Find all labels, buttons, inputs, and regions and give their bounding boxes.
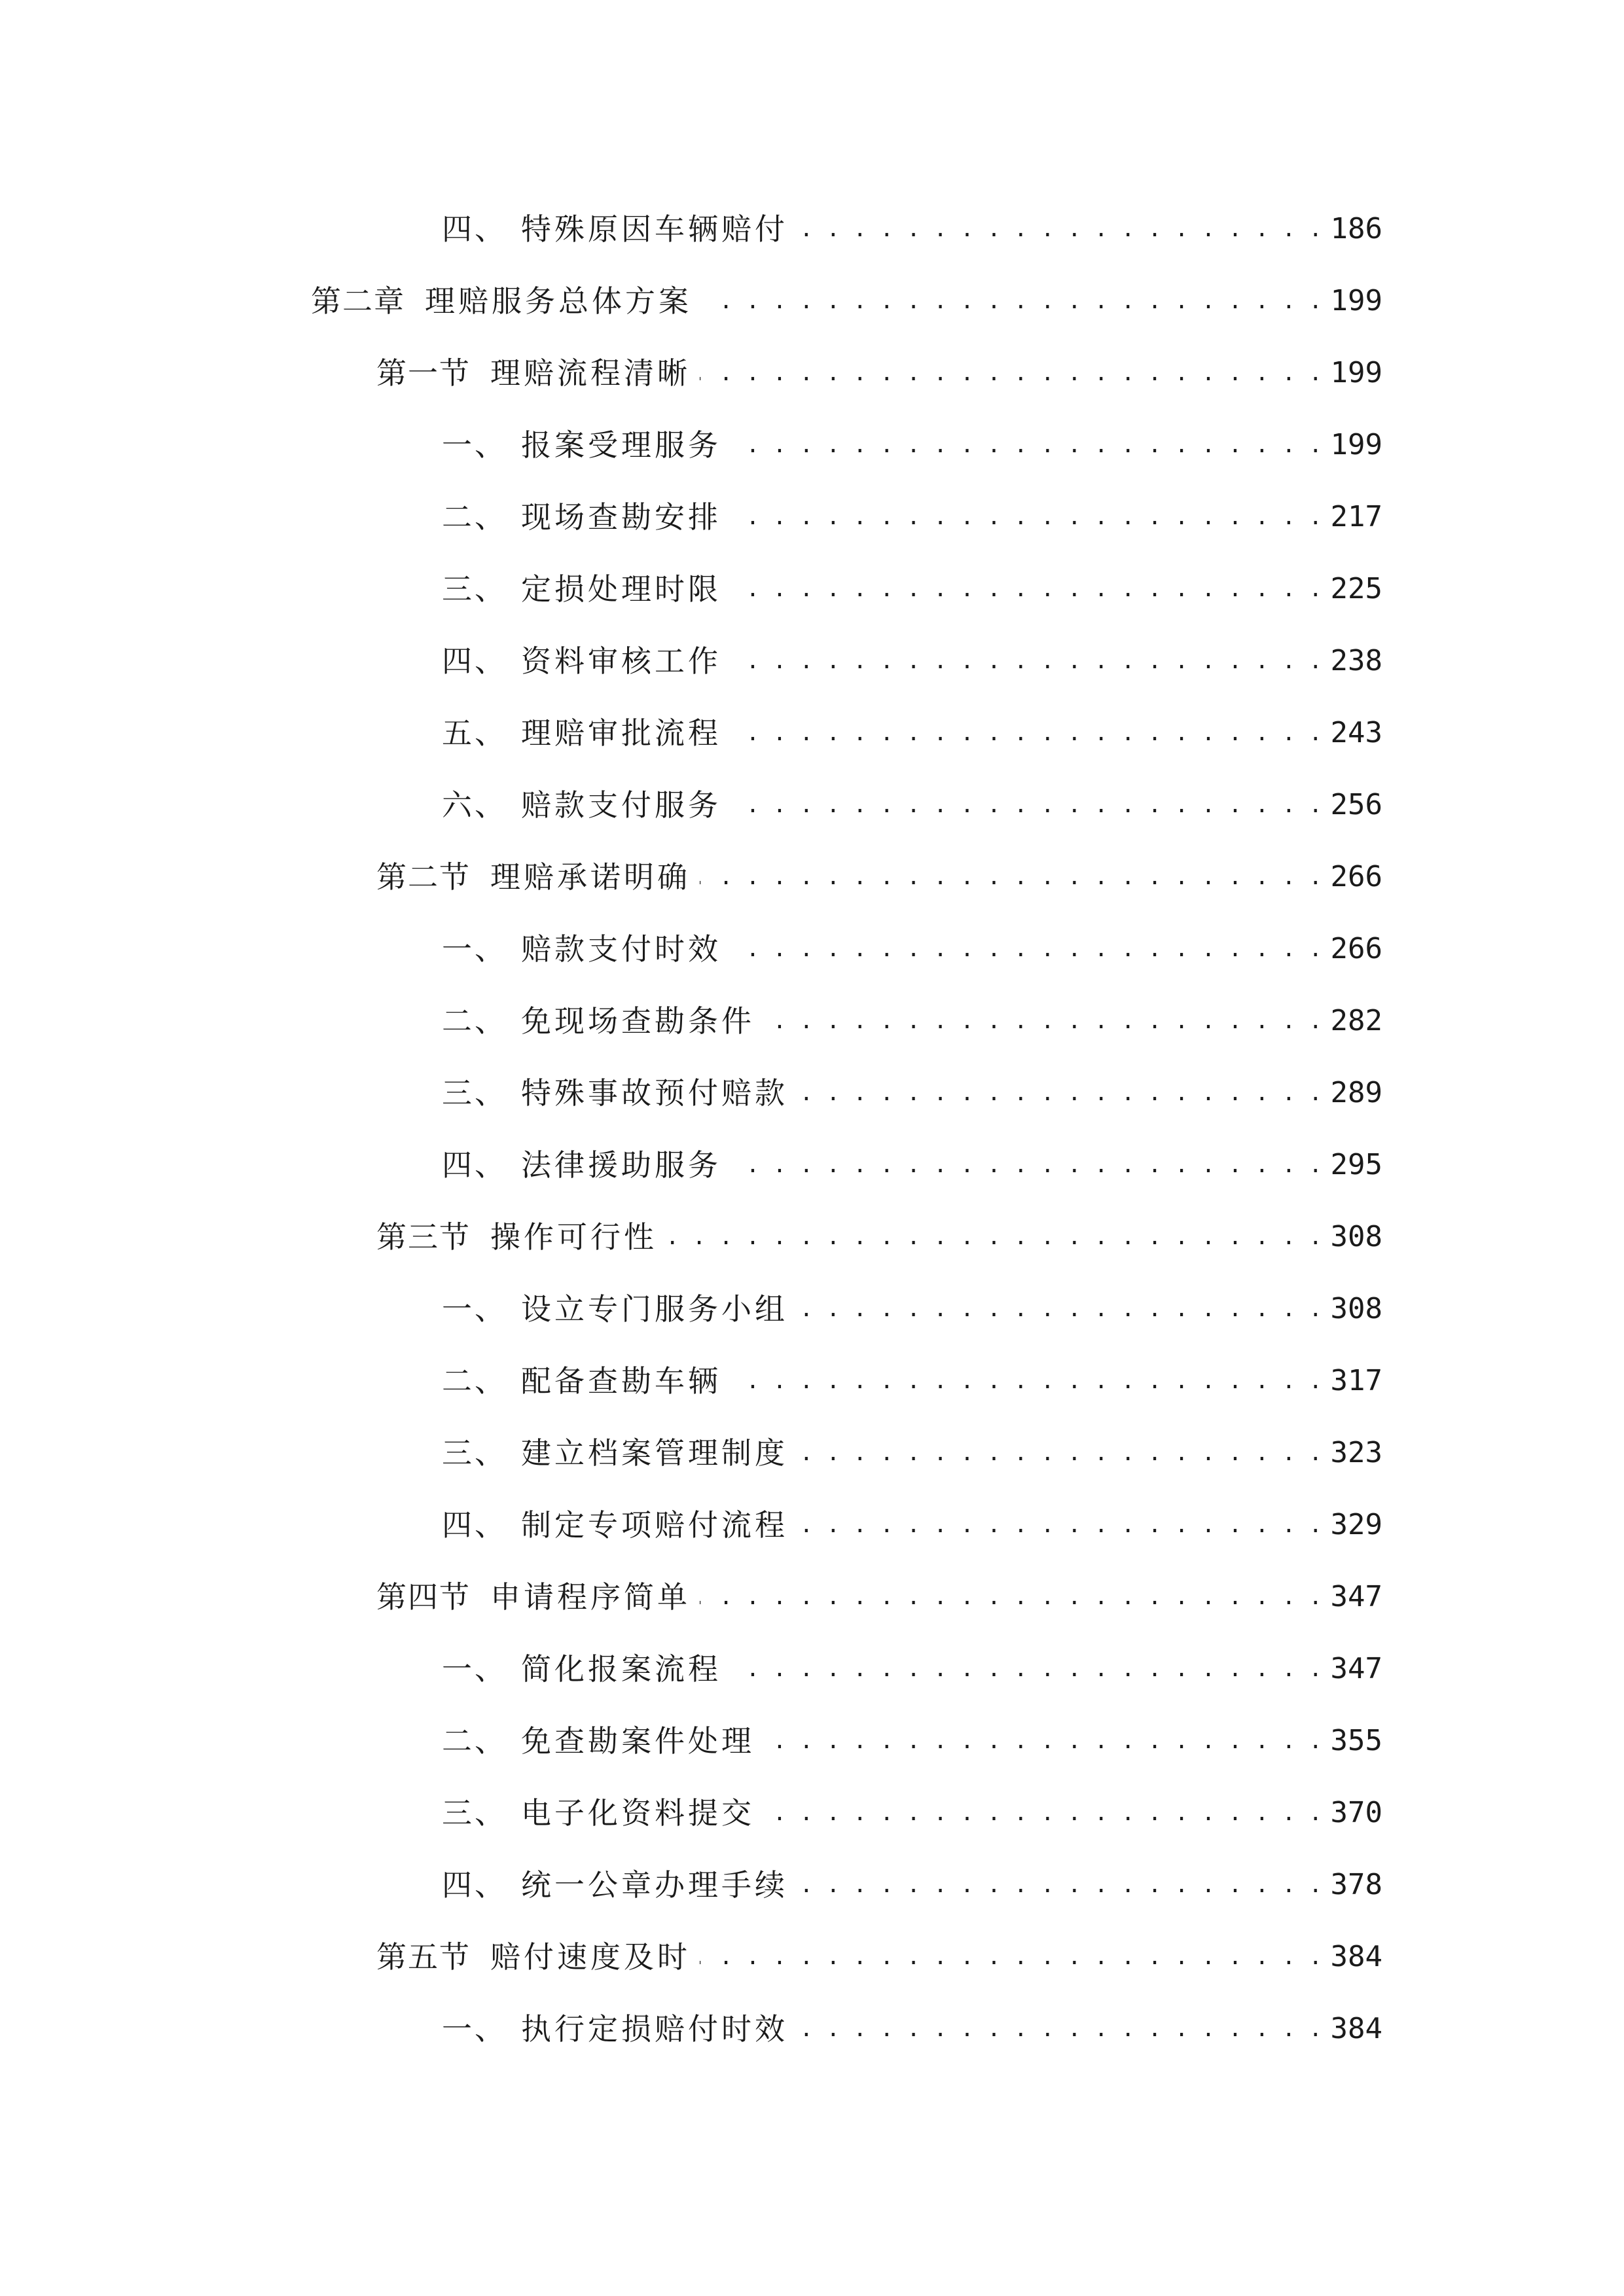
- toc-entry-title: 赔付速度及时: [490, 1939, 691, 1975]
- toc-dot-leader: [731, 494, 1322, 540]
- toc-entry[interactable]: [442, 2006, 1382, 2052]
- toc-entry[interactable]: [442, 1718, 1382, 1764]
- toc-entry-page: 256: [1330, 788, 1382, 821]
- toc-dot-leader: [700, 1574, 1322, 1620]
- toc-entry-page: 347: [1330, 1580, 1382, 1613]
- toc-dot-leader: [764, 1718, 1322, 1764]
- toc-entry-title: 赔款支付时效: [521, 931, 721, 967]
- toc-entry-number: 第五节: [376, 1939, 471, 1975]
- toc-entry-number: 一、: [442, 1291, 507, 1327]
- toc-dot-leader: [731, 710, 1322, 756]
- toc-entry-page: 243: [1330, 716, 1382, 749]
- toc-entry-title: 简化报案流程: [521, 1651, 721, 1687]
- toc-entry-title: 电子化资料提交: [521, 1795, 755, 1831]
- toc-entry[interactable]: [442, 998, 1382, 1044]
- toc-entry-number: 第四节: [376, 1579, 471, 1615]
- toc-entry-number: 一、: [442, 2011, 507, 2047]
- toc-entry-title: 理赔流程清晰: [490, 355, 691, 391]
- toc-entry[interactable]: [376, 350, 1382, 396]
- toc-entry-page: 186: [1330, 212, 1382, 245]
- toc-entry-title: 设立专门服务小组: [521, 1291, 788, 1327]
- toc-entry[interactable]: [442, 1430, 1382, 1476]
- toc-dot-leader: [701, 278, 1322, 324]
- toc-entry-page: 378: [1330, 1868, 1382, 1901]
- toc-entry[interactable]: [442, 1070, 1382, 1116]
- toc-entry-number: 三、: [442, 1795, 507, 1831]
- toc-entry-number: 五、: [442, 715, 507, 751]
- toc-entry-title: 理赔审批流程: [521, 715, 721, 751]
- toc-entry-page: 370: [1330, 1796, 1382, 1829]
- toc-dot-leader: [731, 638, 1322, 684]
- toc-entry-title: 执行定损赔付时效: [521, 2011, 788, 2047]
- toc-entry-page: 225: [1330, 572, 1382, 605]
- toc-entry[interactable]: [442, 1646, 1382, 1692]
- toc-entry-page: 323: [1330, 1436, 1382, 1469]
- toc-entry[interactable]: [442, 206, 1382, 252]
- toc-entry[interactable]: [442, 422, 1382, 468]
- toc-entry[interactable]: [311, 278, 1382, 324]
- toc-entry-number: 二、: [442, 1723, 507, 1759]
- toc-entry-number: 三、: [442, 571, 507, 607]
- toc-entry-number: 四、: [442, 1147, 507, 1183]
- toc-entry-title: 资料审核工作: [521, 643, 721, 679]
- toc-dot-leader: [731, 1142, 1322, 1188]
- toc-entry-title: 配备查勘车辆: [521, 1363, 721, 1399]
- toc-entry-page: 199: [1330, 284, 1382, 317]
- toc-entry-title: 法律援助服务: [521, 1147, 721, 1183]
- toc-dot-leader: [731, 422, 1322, 468]
- toc-entry-page: 217: [1330, 500, 1382, 533]
- toc-entry-number: 第二章: [311, 283, 405, 319]
- toc-dot-leader: [731, 782, 1322, 828]
- toc-entry-number: 二、: [442, 499, 507, 535]
- toc-entry-title: 报案受理服务: [521, 427, 721, 463]
- toc-dot-leader: [797, 1070, 1322, 1116]
- toc-entry-number: 第二节: [376, 859, 471, 895]
- toc-entry[interactable]: [442, 1502, 1382, 1548]
- toc-entry-title: 申请程序简单: [490, 1579, 691, 1615]
- toc-dot-leader: [731, 1358, 1322, 1404]
- toc-entry-page: 347: [1330, 1652, 1382, 1685]
- toc-entry-number: 一、: [442, 1651, 507, 1687]
- toc-entry-number: 四、: [442, 211, 507, 247]
- toc-entry-title: 操作可行性: [490, 1219, 657, 1255]
- toc-dot-leader: [797, 1286, 1322, 1332]
- toc-entry[interactable]: [442, 926, 1382, 972]
- toc-entry-number: 一、: [442, 931, 507, 967]
- toc-entry-page: 199: [1330, 428, 1382, 461]
- toc-entry[interactable]: [442, 638, 1382, 684]
- toc-entry[interactable]: [376, 1574, 1382, 1620]
- toc-entry-page: 266: [1330, 932, 1382, 965]
- toc-dot-leader: [731, 1646, 1322, 1692]
- toc-entry[interactable]: [442, 1286, 1382, 1332]
- toc-dot-leader: [797, 2006, 1322, 2052]
- toc-entry[interactable]: [376, 1934, 1382, 1980]
- toc-entry-number: 第一节: [376, 355, 471, 391]
- toc-dot-leader: [797, 1430, 1322, 1476]
- toc-entry-number: 第三节: [376, 1219, 471, 1255]
- toc-entry-number: 六、: [442, 787, 507, 823]
- toc-dot-leader: [764, 998, 1322, 1044]
- toc-entry-page: 355: [1330, 1724, 1382, 1757]
- toc-entry-page: 295: [1330, 1148, 1382, 1181]
- toc-entry-number: 四、: [442, 1867, 507, 1903]
- toc-entry-number: 三、: [442, 1435, 507, 1471]
- toc-entry-title: 现场查勘安排: [521, 499, 721, 535]
- toc-entry[interactable]: [442, 710, 1382, 756]
- toc-entry-title: 理赔承诺明确: [490, 859, 691, 895]
- toc-entry-page: 384: [1330, 1940, 1382, 1973]
- toc-entry[interactable]: [376, 854, 1382, 900]
- toc-entry-number: 二、: [442, 1363, 507, 1399]
- toc-entry-page: 384: [1330, 2012, 1382, 2045]
- toc-entry-title: 免现场查勘条件: [521, 1003, 755, 1039]
- toc-entry[interactable]: [442, 494, 1382, 540]
- toc-entry-number: 二、: [442, 1003, 507, 1039]
- toc-entry-title: 定损处理时限: [521, 571, 721, 607]
- toc-entry-title: 赔款支付服务: [521, 787, 721, 823]
- toc-dot-leader: [666, 1214, 1322, 1260]
- toc-dot-leader: [731, 566, 1322, 612]
- toc-entry-number: 一、: [442, 427, 507, 463]
- toc-dot-leader: [700, 1934, 1322, 1980]
- toc-entry[interactable]: [442, 1790, 1382, 1836]
- toc-entry-number: 四、: [442, 643, 507, 679]
- toc-dot-leader: [797, 1502, 1322, 1548]
- toc-entry-page: 238: [1330, 644, 1382, 677]
- toc-entry-title: 统一公章办理手续: [521, 1867, 788, 1903]
- toc-entry-page: 199: [1330, 356, 1382, 389]
- toc-entry-title: 免查勘案件处理: [521, 1723, 755, 1759]
- toc-dot-leader: [700, 350, 1322, 396]
- toc-dot-leader: [764, 1790, 1322, 1836]
- toc-entry-title: 特殊事故预付赔款: [521, 1075, 788, 1111]
- toc-entry[interactable]: [442, 782, 1382, 828]
- toc-entry[interactable]: [442, 1862, 1382, 1908]
- toc-entry[interactable]: [442, 566, 1382, 612]
- toc-entry[interactable]: [442, 1358, 1382, 1404]
- toc-entry-page: 282: [1330, 1004, 1382, 1037]
- toc-entry-page: 308: [1330, 1220, 1382, 1253]
- toc-dot-leader: [731, 926, 1322, 972]
- toc-dot-leader: [797, 1862, 1322, 1908]
- toc-entry-title: 建立档案管理制度: [521, 1435, 788, 1471]
- toc-entry-page: 317: [1330, 1364, 1382, 1397]
- toc-entry-page: 266: [1330, 860, 1382, 893]
- toc-entry-title: 理赔服务总体方案: [425, 283, 692, 319]
- toc-entry-number: 三、: [442, 1075, 507, 1111]
- toc-entry-page: 289: [1330, 1076, 1382, 1109]
- toc-dot-leader: [797, 206, 1322, 252]
- toc-entry-title: 制定专项赔付流程: [521, 1507, 788, 1543]
- toc-entry-title: 特殊原因车辆赔付: [521, 211, 788, 247]
- toc-entry[interactable]: [442, 1142, 1382, 1188]
- toc-entry[interactable]: [376, 1214, 1382, 1260]
- toc-entry-number: 四、: [442, 1507, 507, 1543]
- toc-dot-leader: [700, 854, 1322, 900]
- toc-entry-page: 308: [1330, 1292, 1382, 1325]
- toc-entry-page: 329: [1330, 1508, 1382, 1541]
